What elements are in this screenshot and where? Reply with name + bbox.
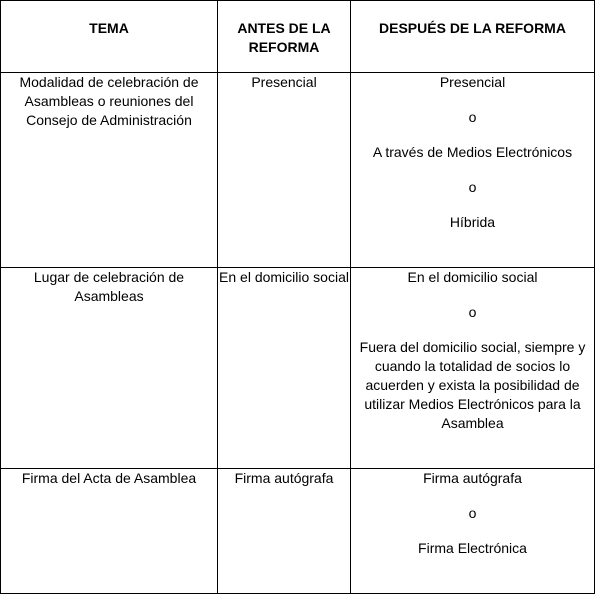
header-antes: ANTES DE LA REFORMA: [218, 1, 351, 73]
table-row: [1, 73, 595, 268]
cell-despues-line: Firma Electrónica: [418, 540, 527, 556]
cell-tema: Firma del Acta de Asamblea: [1, 469, 218, 594]
cell-antes: Presencial: [218, 73, 351, 268]
cell-despues-line: Fuera del domicilio social, siempre y cuando la totalidad de socios lo acuerden y exista la posibilidad de utilizar Medios Electrónicos para la Asamblea: [359, 339, 586, 431]
cell-despues: [351, 469, 595, 594]
cell-antes: En el domicilio social: [218, 268, 351, 469]
cell-tema: Modalidad de celebración de Asambleas o reuniones del Consejo de Administración: [1, 73, 218, 268]
cell-despues-line: o: [468, 304, 477, 320]
cell-despues-line: o: [468, 109, 477, 125]
header-tema: TEMA: [1, 1, 218, 73]
header-row: [1, 1, 595, 73]
cell-despues-line: Híbrida: [449, 214, 496, 230]
table-row: [1, 469, 595, 594]
cell-antes: Firma autógrafa: [218, 469, 351, 594]
cell-tema: Lugar de celebración de Asambleas: [1, 268, 218, 469]
cell-despues-line: o: [468, 505, 477, 521]
cell-despues-line: En el domicilio social: [407, 269, 538, 285]
cell-despues-line: Presencial: [439, 74, 506, 90]
cell-despues-line: Firma autógrafa: [423, 470, 522, 486]
cell-despues: [351, 73, 595, 268]
header-despues: DESPUÉS DE LA REFORMA: [351, 1, 595, 73]
cell-despues: [351, 268, 595, 469]
cell-despues-line: o: [468, 179, 477, 195]
table-row: [1, 268, 595, 469]
cell-despues-line: A través de Medios Electrónicos: [372, 144, 573, 160]
